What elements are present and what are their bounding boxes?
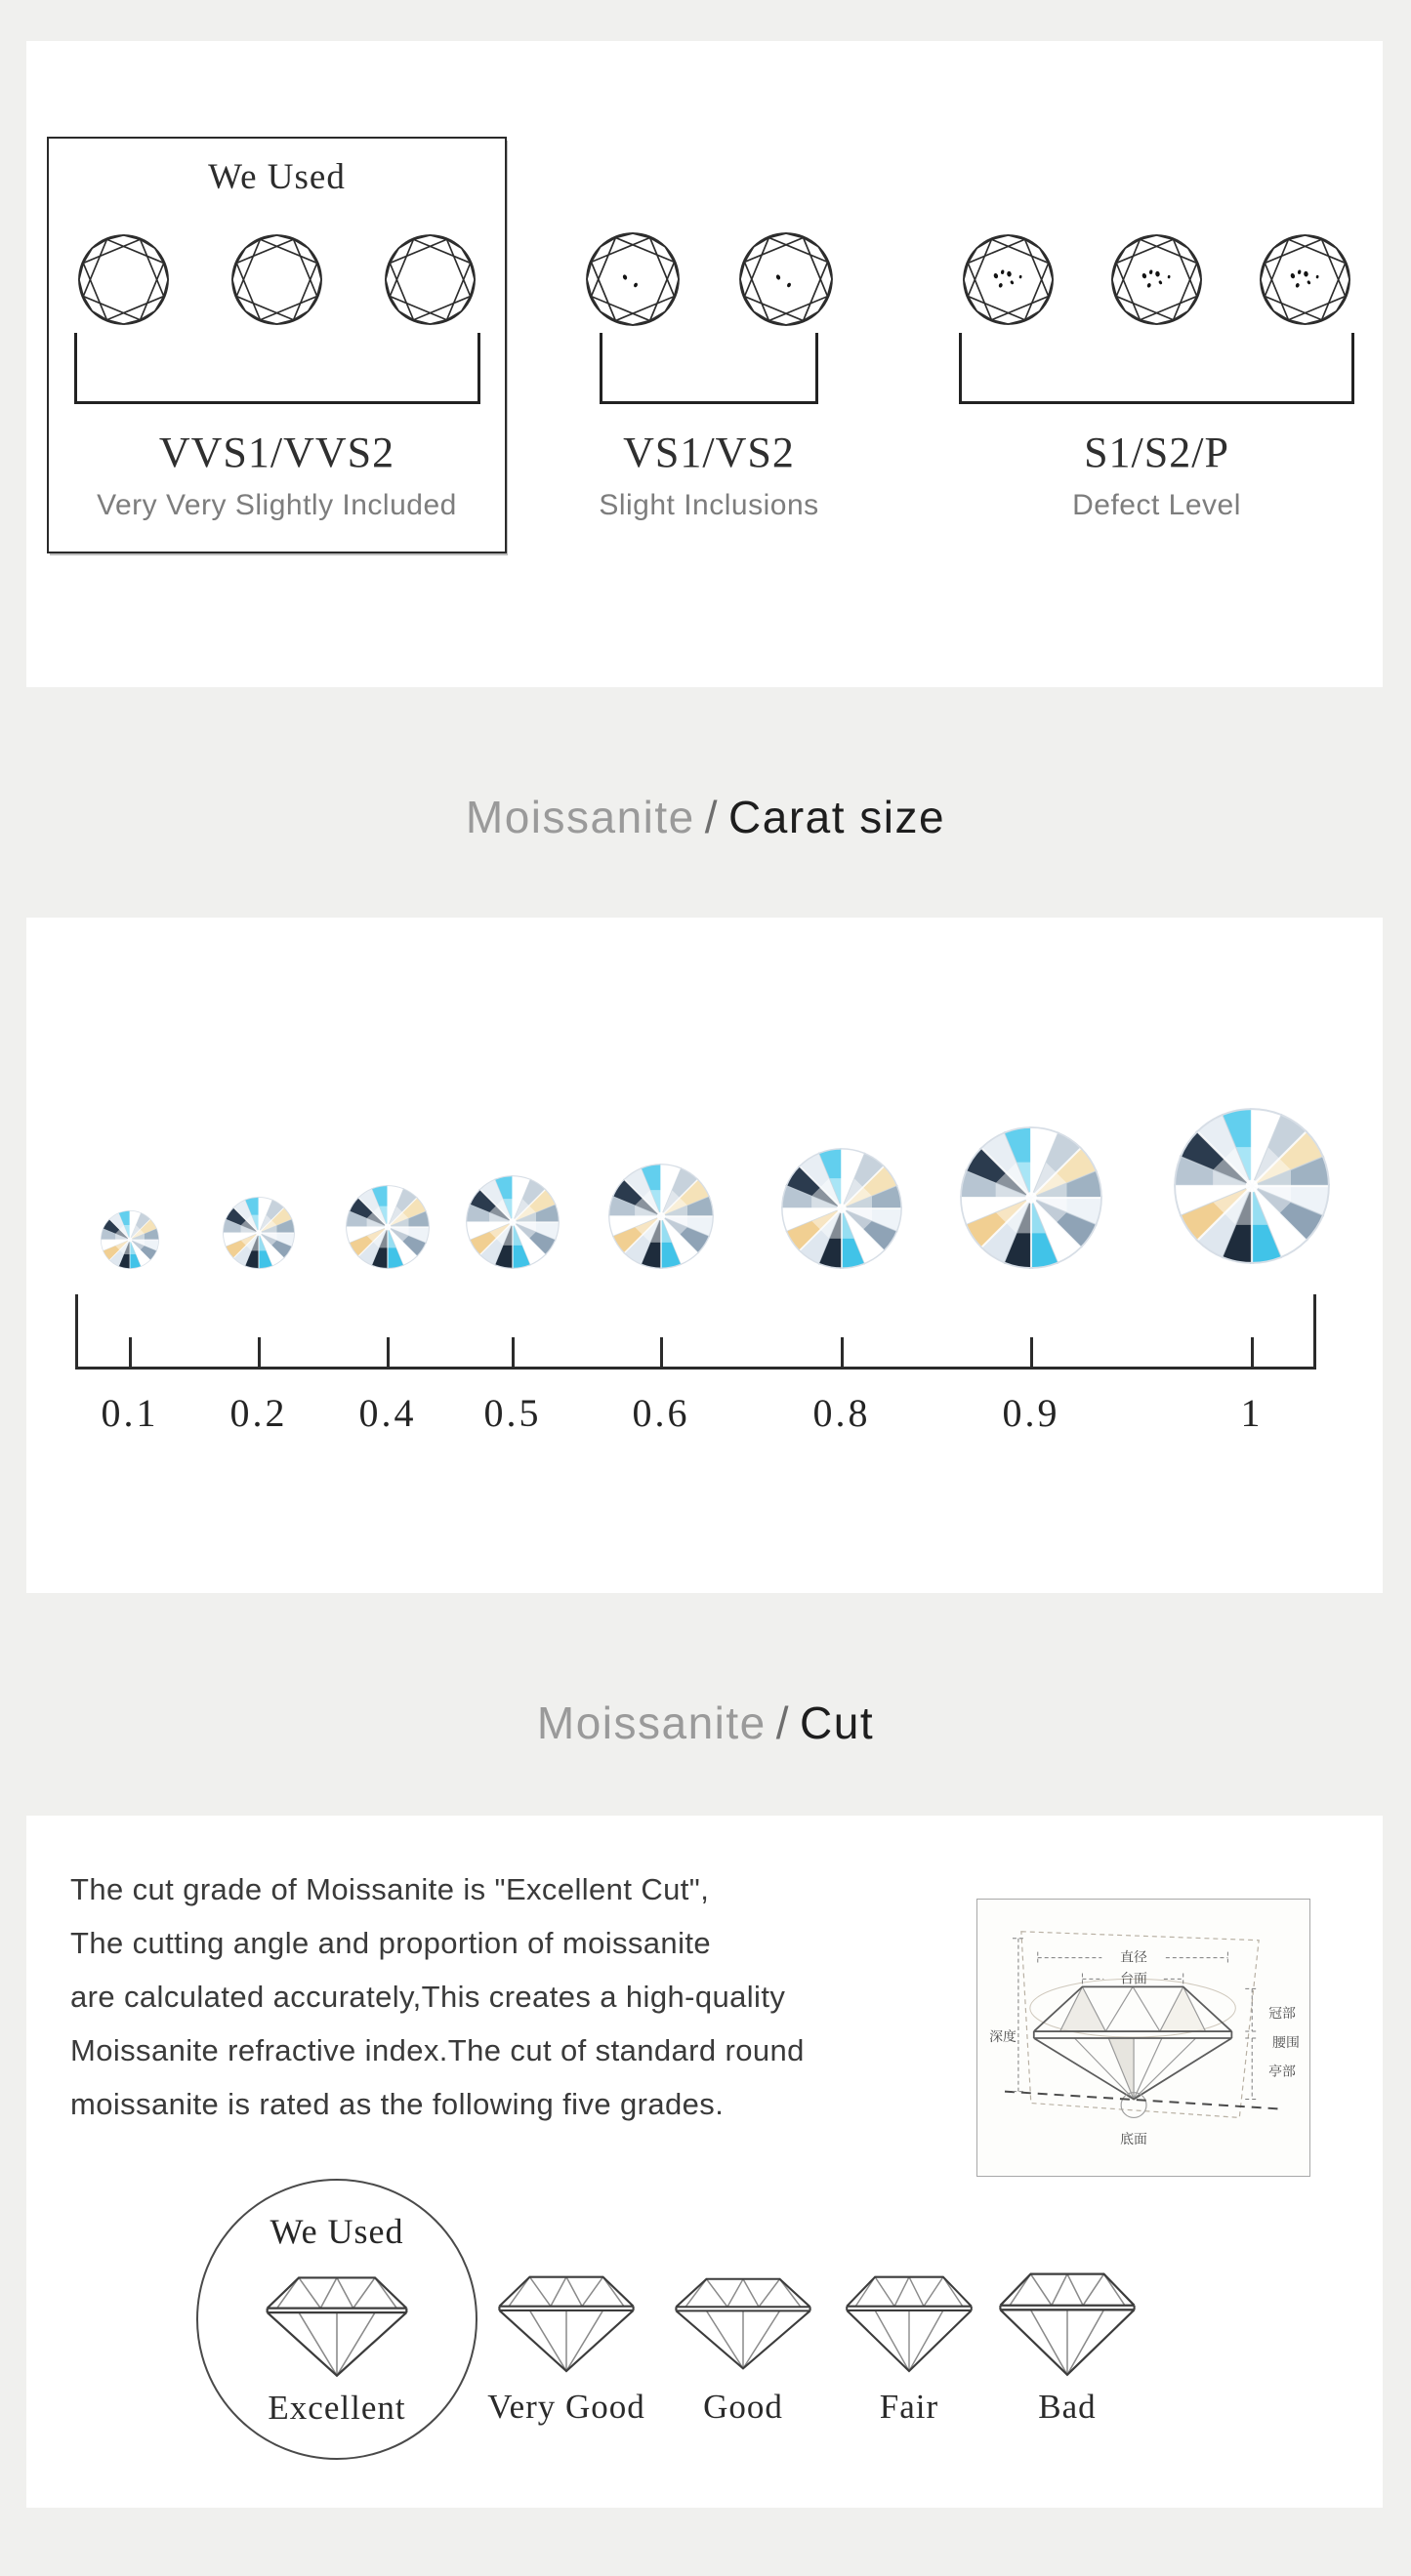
scale-tick bbox=[841, 1337, 844, 1369]
scale-tick bbox=[387, 1337, 390, 1369]
cut-grade-label: Excellent bbox=[268, 2389, 406, 2427]
paragraph-line: The cutting angle and proportion of moissanite bbox=[70, 1926, 712, 1960]
carat-value: 0.8 bbox=[812, 1391, 871, 1435]
cut-grade-item bbox=[478, 2253, 654, 2427]
diamond-side-icon bbox=[261, 2260, 413, 2383]
clarity-stone-icon bbox=[383, 232, 477, 327]
excellent-grade-circle bbox=[196, 2179, 477, 2460]
clarity-stone-vs-icon bbox=[737, 230, 835, 328]
clarity-stone-s-icon bbox=[1109, 232, 1204, 327]
cut-grade-label: Good bbox=[703, 2388, 783, 2426]
we-used-badge: We Used bbox=[208, 157, 346, 197]
carat-scale-baseline bbox=[75, 1367, 1316, 1370]
diamond-side-icon bbox=[670, 2263, 816, 2375]
cut-paragraph bbox=[70, 1862, 805, 2131]
scale-tick bbox=[129, 1337, 132, 1369]
clarity-section bbox=[26, 41, 1383, 687]
diagram-label-pavilion: 亭部 bbox=[1268, 2064, 1296, 2080]
gem-icon bbox=[608, 1164, 714, 1269]
carat-item bbox=[583, 1093, 739, 1436]
scale-end-tick bbox=[1313, 1294, 1316, 1370]
cut-grade-item bbox=[821, 2253, 997, 2427]
cut-proportion-diagram bbox=[976, 1899, 1310, 2177]
cut-grade-label: Very Good bbox=[487, 2388, 645, 2426]
clarity-stone-icon bbox=[76, 232, 171, 327]
carat-value: 1 bbox=[1240, 1391, 1264, 1435]
carat-value: 0.1 bbox=[101, 1391, 159, 1435]
carat-section bbox=[26, 918, 1383, 1593]
carat-item bbox=[435, 1093, 591, 1436]
scale-tick bbox=[258, 1337, 261, 1369]
group-bracket bbox=[600, 333, 818, 404]
clarity-stone-vs-icon bbox=[584, 230, 682, 328]
gem-icon bbox=[781, 1148, 902, 1269]
clarity-grade: S1/S2/P bbox=[1084, 429, 1229, 476]
group-bracket bbox=[74, 333, 480, 404]
diamond-side-icon bbox=[994, 2256, 1141, 2382]
diagram-label-crown: 冠部 bbox=[1268, 2006, 1296, 2023]
carat-value: 0.4 bbox=[358, 1391, 417, 1435]
gem-icon bbox=[346, 1185, 430, 1269]
clarity-grade: VVS1/VVS2 bbox=[158, 429, 395, 476]
cut-section-title bbox=[0, 1697, 1411, 1749]
clarity-description: Very Very Slightly Included bbox=[97, 489, 457, 521]
clarity-group-vs bbox=[580, 139, 838, 525]
gem-icon bbox=[1174, 1103, 1330, 1269]
we-used-badge: We Used bbox=[270, 2212, 404, 2251]
paragraph-line: are calculated accurately,This creates a high-quality bbox=[70, 1980, 786, 2014]
carat-value: 0.2 bbox=[229, 1391, 288, 1435]
title-main: Cut bbox=[800, 1697, 875, 1748]
title-separator: / bbox=[704, 792, 720, 842]
clarity-stone-icon bbox=[229, 232, 324, 327]
cut-grade-item bbox=[979, 2253, 1155, 2427]
badge-spacer bbox=[580, 154, 838, 201]
cut-grade-label: Fair bbox=[879, 2388, 939, 2426]
scale-tick bbox=[660, 1337, 663, 1369]
scale-end-tick bbox=[75, 1294, 78, 1370]
badge-spacer bbox=[924, 154, 1390, 201]
carat-value: 0.9 bbox=[1002, 1391, 1060, 1435]
clarity-description: Slight Inclusions bbox=[599, 489, 819, 521]
carat-section-title bbox=[0, 791, 1411, 843]
gem-icon bbox=[101, 1210, 159, 1269]
clarity-group-s bbox=[924, 139, 1390, 525]
paragraph-line: Moissanite refractive index.The cut of standard round bbox=[70, 2033, 805, 2067]
title-prefix: Moissanite bbox=[536, 1697, 767, 1748]
paragraph-line: The cut grade of Moissanite is "Excellent Cut", bbox=[70, 1872, 710, 1906]
gem-icon bbox=[960, 1126, 1102, 1269]
scale-tick bbox=[512, 1337, 515, 1369]
diamond-side-icon bbox=[841, 2260, 977, 2378]
carat-value: 0.6 bbox=[632, 1391, 690, 1435]
carat-value: 0.5 bbox=[483, 1391, 542, 1435]
carat-item bbox=[953, 1093, 1109, 1436]
cut-grade-label: Bad bbox=[1038, 2388, 1097, 2426]
cut-grade-item bbox=[655, 2253, 831, 2427]
clarity-grade: VS1/VS2 bbox=[623, 429, 795, 476]
title-separator: / bbox=[775, 1697, 791, 1748]
scale-tick bbox=[1030, 1337, 1033, 1369]
title-main: Carat size bbox=[728, 792, 946, 842]
diamond-side-icon bbox=[493, 2260, 640, 2378]
clarity-stone-s-icon bbox=[1258, 232, 1352, 327]
diagram-label-diameter: 直径 bbox=[1120, 1949, 1147, 1966]
diamond-proportion-sketch bbox=[977, 1900, 1309, 2176]
carat-item bbox=[764, 1093, 920, 1436]
group-bracket bbox=[959, 333, 1354, 404]
carat-item bbox=[1174, 1093, 1330, 1436]
diagram-label-girdle: 腰围 bbox=[1272, 2034, 1300, 2051]
gem-icon bbox=[223, 1197, 295, 1269]
diagram-label-table: 台面 bbox=[1120, 1971, 1147, 1987]
gem-icon bbox=[466, 1175, 560, 1269]
clarity-group-vvs bbox=[47, 137, 507, 553]
scale-tick bbox=[1251, 1337, 1254, 1369]
clarity-description: Defect Level bbox=[1072, 489, 1241, 521]
clarity-stone-s-icon bbox=[961, 232, 1056, 327]
cut-section bbox=[26, 1816, 1383, 2508]
title-prefix: Moissanite bbox=[465, 792, 695, 842]
diagram-label-depth: 深度 bbox=[989, 2028, 1017, 2045]
paragraph-line: moissanite is rated as the following five grades. bbox=[70, 2087, 725, 2121]
diagram-label-culet: 底面 bbox=[1120, 2132, 1147, 2148]
